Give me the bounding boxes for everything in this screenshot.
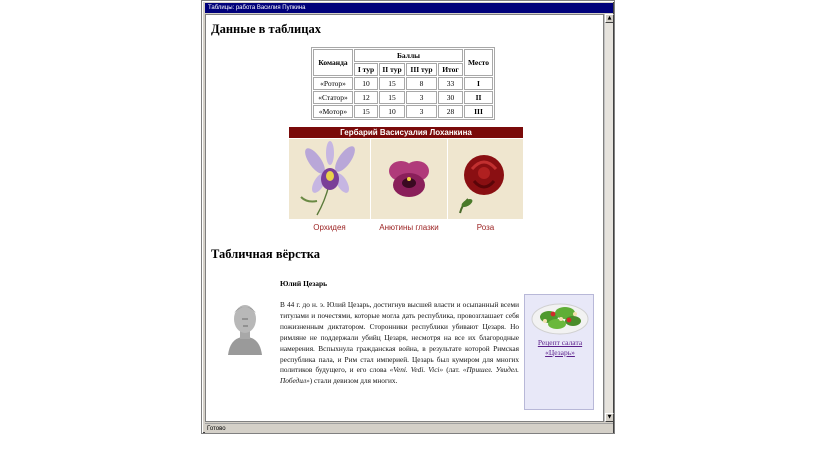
cell-round-3: 3 (406, 91, 437, 104)
section-heading-table-layout: Табличная вёрстка (211, 247, 321, 261)
scores-table (311, 47, 495, 120)
th-total: Итог (438, 63, 463, 76)
cell-place: III (464, 105, 493, 118)
cell-round-1: 10 (354, 77, 378, 90)
th-team: Команда (313, 49, 353, 76)
caesar-name: Юлий Цезарь (280, 279, 328, 288)
caesar-text-main: В 44 г. до н. э. Юлий Цезарь, достигнув высшей власти и осыпанный всеми титулами и почестями, которые могла дать республика, провозглашает себя пожизненным диктатором. Сторонники республики убивают Цезаря. Но римляне не поддержали убийц Цезаря, несмотря на все их благородные намерения. Вспыхнула гражданская война, в результате которой Римская республика пала, и Рим стал империей. Цезарь был кумиром для многих политиков будущего, и его слова (280, 300, 519, 375)
cell-round-1: 12 (354, 91, 378, 104)
caption-pansy: Анютины глазки (379, 223, 439, 232)
cell-team: «Статор» (313, 91, 353, 104)
cell-total: 30 (438, 91, 463, 104)
table-row (313, 105, 493, 118)
cell-place: II (464, 91, 493, 104)
salad-image (531, 299, 589, 337)
caesar-lat-marker: (лат. (443, 365, 463, 375)
section-heading-data-tables: Данные в таблицах (211, 22, 321, 36)
page-viewport (205, 14, 604, 422)
herbarium-title: Гербарий Васисуалия Лоханкина (289, 127, 523, 138)
orchid-image (289, 139, 370, 219)
th-round-3: III тур (406, 63, 437, 76)
scroll-down-arrow-icon[interactable]: ▼ (605, 413, 614, 422)
table-row (313, 77, 493, 90)
cell-total: 33 (438, 77, 463, 90)
scroll-up-arrow-icon[interactable]: ▲ (605, 14, 614, 23)
table-row (313, 91, 493, 104)
cell-round-2: 10 (379, 105, 405, 118)
cell-team: «Ротор» (313, 77, 353, 90)
th-round-2: II тур (379, 63, 405, 76)
herbarium-table (289, 127, 523, 235)
caesar-quote-latin: «Veni. Vedi. Vici» (389, 365, 444, 375)
caesar-bust-image (222, 299, 266, 355)
cell-team: «Мотор» (313, 105, 353, 118)
status-bar: Готово (205, 423, 613, 433)
cell-total: 28 (438, 105, 463, 118)
cell-place: I (464, 77, 493, 90)
caesar-text-end: ) стали девизом для многих. (309, 376, 398, 386)
caption-rose: Роза (476, 223, 495, 232)
pansy-image (371, 139, 447, 219)
cell-round-3: 8 (406, 77, 437, 90)
th-round-1: I тур (354, 63, 378, 76)
caesar-quote-translation: «Пришел. Увидел. Победил» (280, 365, 519, 386)
th-place: Место (464, 49, 493, 76)
salad-recipe-link[interactable]: Рецепт салата «Цезарь» (537, 338, 583, 357)
browser-window (201, 0, 615, 434)
caesar-biography (280, 300, 519, 387)
rose-image (448, 139, 523, 219)
salad-sidebar (524, 294, 594, 410)
th-points: Баллы (354, 49, 463, 62)
vertical-scrollbar[interactable] (604, 14, 613, 422)
cell-round-2: 15 (379, 91, 405, 104)
cell-round-2: 15 (379, 77, 405, 90)
caption-orchid: Орхидея (313, 223, 346, 232)
cell-round-3: 3 (406, 105, 437, 118)
window-title: Таблицы: работа Василия Пупкина (205, 3, 613, 13)
cell-round-1: 15 (354, 105, 378, 118)
